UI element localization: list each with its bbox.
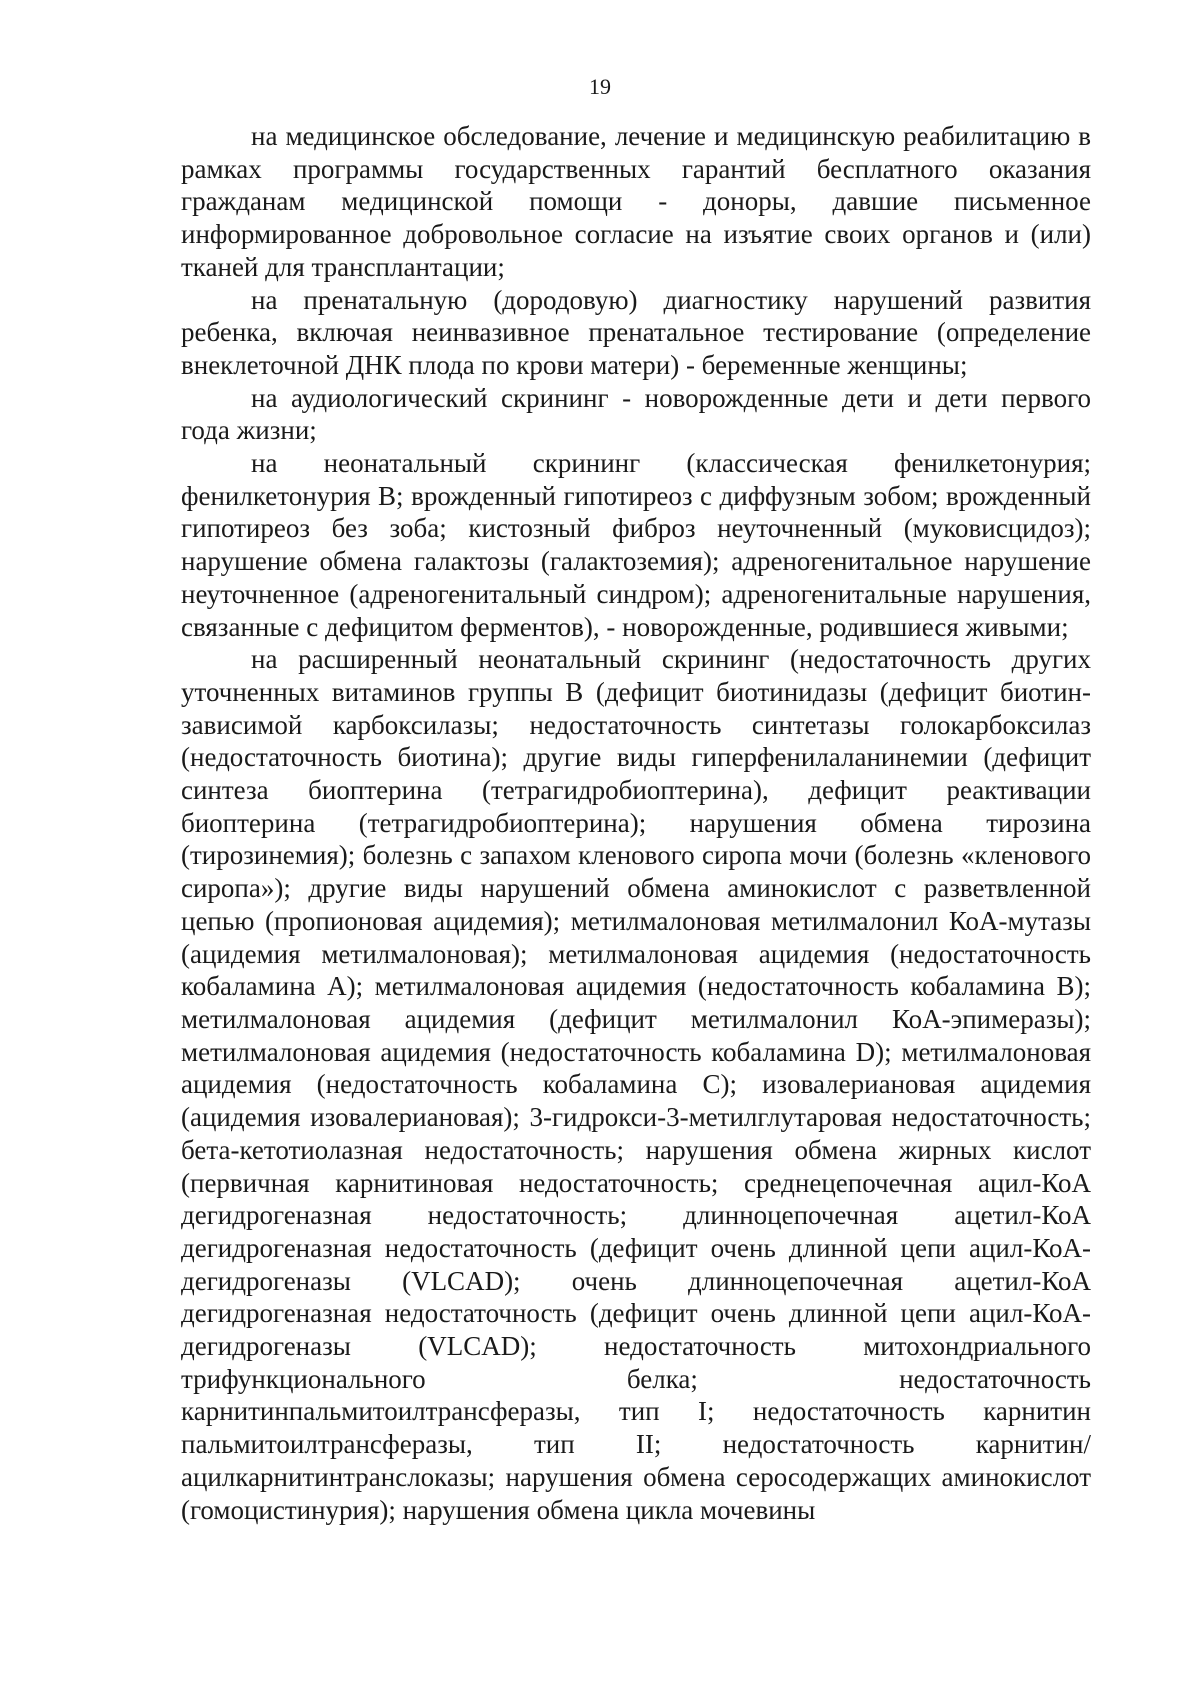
paragraph-prenatal-diagnostics: на пренатальную (дородовую) диагностику нарушений развития ребенка, включая неинвазивное пренатальное тестирование (определение внеклеточной ДНК плода по крови матери) - беременные женщины; xyxy=(181,284,1091,380)
paragraph-audiological-screening: на аудиологический скрининг - новорожденные дети и дети первого года жизни; xyxy=(181,382,1091,446)
paragraph-extended-neonatal-screening: на расширенный неонатальный скрининг (недостаточность других уточненных витаминов группы B (дефицит биотинидазы (дефицит биотин-зависимой карбоксилазы; недостаточность синтетазы голокарбоксилаз (недостаточность биотина); другие виды гиперфенилаланинемии (дефицит синтеза биоптерина (тетрагидробиоптерина), дефицит реактивации биоптерина (тетрагидробиоптерина); нарушения обмена тирозина (тирозинемия); болезнь с запахом кленового сиропа мочи (болезнь «кленового сиропа»); другие виды нарушений обмена аминокислот с разветвленной цепью (пропионовая ацидемия); метилмалоновая метилмалонил КоА-мутазы (ацидемия метилмалоновая); метилмалоновая ацидемия (недостаточность кобаламина A); метилмалоновая ацидемия (недостаточность кобаламина B); метилмалоновая ацидемия (дефицит метилмалонил КоА-эпимеразы); метилмалоновая ацидемия (недостаточность кобаламина D); метилмалоновая ацидемия (недостаточность кобаламина C); изовалериановая ацидемия (ацидемия изовалериановая); 3-гидрокси-3-метилглутаровая недостаточность; бета-кетотиолазная недостаточность; нарушения обмена жирных кислот (первичная карнитиновая недостаточность; среднецепочечная ацил-КоА дегидрогеназная недостаточность; длинноцепочечная ацетил-КоА дегидрогеназная недостаточность (дефицит очень длинной цепи ацил-КоА-дегидрогеназы (VLCAD); очень длинноцепочечная ацетил-КоА дегидрогеназная недостаточность (дефицит очень длинной цепи ацил-КоА-дегидрогеназы (VLCAD); недостаточность митохондриального трифункционального белка; недостаточность карнитинпальмитоилтрансферазы, тип I; недостаточность карнитин пальмитоилтрансферазы, тип II; недостаточность карнитин/ацилкарнитинтранслоказы; нарушения обмена серосодержащих аминокислот (гомоцистинурия); нарушения обмена цикла мочевины xyxy=(181,644,1091,1525)
page-number: 19 xyxy=(589,74,611,99)
document-body xyxy=(181,120,1091,1526)
paragraph-neonatal-screening: на неонатальный скрининг (классическая фенилкетонурия; фенилкетонурия B; врожденный гипотиреоз с диффузным зобом; врожденный гипотиреоз без зоба; кистозный фиброз неуточненный (муковисцидоз); нарушение обмена галактозы (галактоземия); адреногенитальное нарушение неуточненное (адреногенитальный синдром); адреногенитальные нарушения, связанные с дефицитом ферментов), - новорожденные, родившиеся живыми; xyxy=(181,448,1091,642)
paragraph-donors: на медицинское обследование, лечение и медицинскую реабилитацию в рамках программы государственных гарантий бесплатного оказания гражданам медицинской помощи - доноры, давшие письменное информированное добровольное согласие на изъятие своих органов и (или) тканей для трансплантации; xyxy=(181,121,1091,282)
